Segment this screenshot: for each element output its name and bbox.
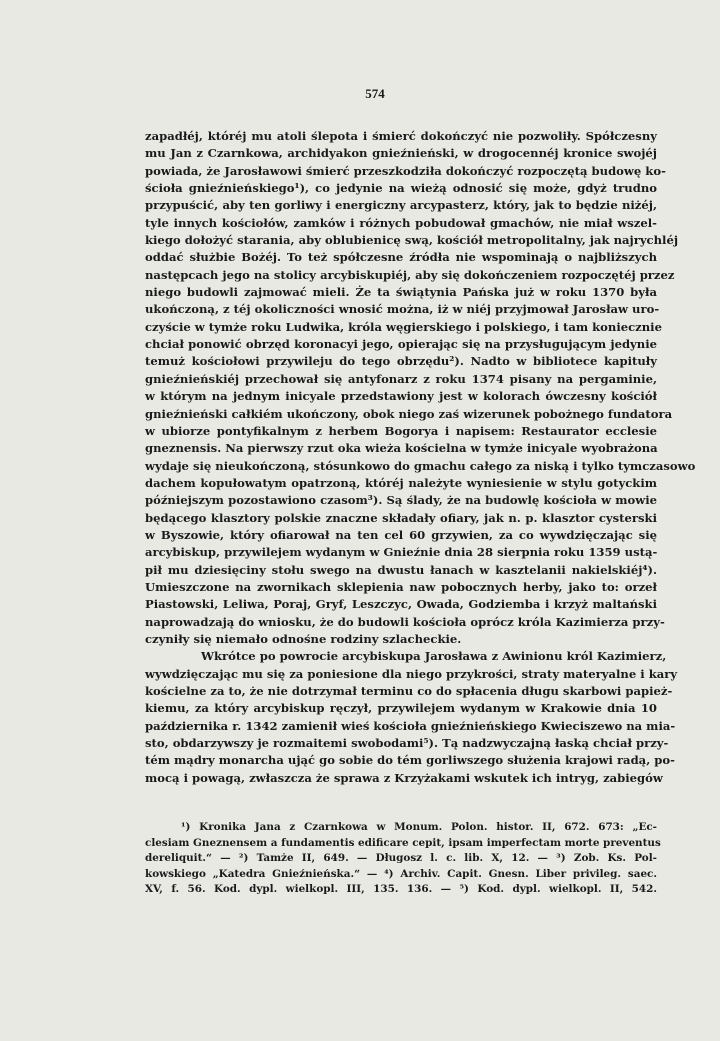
text-line: czyście w tymże roku Ludwika, króla węgierskiego i polskiego, i tam koniecznie	[145, 319, 662, 334]
text-line: następcach jego na stolicy arcybiskupiéj, aby się dokończeniem rozpoczętéj przez	[145, 267, 675, 282]
text-line: chciał ponowić obrzęd koronacyi jego, opierając się na przysługującym jedynie	[145, 337, 657, 352]
text-line: w którym na jednym inicyale przedstawiony jest w kolorach ówczesny kościół	[145, 389, 657, 404]
text-line: Umieszczone na zwornikach sklepienia naw pobocznych herby, jako to: orzeł	[145, 579, 657, 594]
text-line: tyle innych kościołów, zamków i różnych pobudował gmachów, nie miał wszel-	[145, 215, 657, 230]
text-line: oddać służbie Bożéj. To też spółczesne źródła nie wspominają o najbliższych	[145, 250, 657, 265]
footnote-line: kowskiego „Katedra Gnieźnieńska.“ — ⁴) Archiv. Capit. Gnesn. Liber privileg. saec.	[145, 867, 657, 880]
text-line: wydaje się nieukończoną, stósunkowo do gmachu całego za niską i tylko tymczasowo	[145, 458, 696, 473]
text-line: mocą i powagą, zwłaszcza że sprawa z Krzyżakami wskutek ich intryg, zabiegów	[145, 770, 663, 785]
text-line: będącego klasztory polskie znaczne składały ofiary, jak n. p. klasztor cysterski	[145, 510, 657, 525]
body-text	[145, 128, 696, 787]
text-line: sto, obdarzywszy je rozmaitemi swobodami⁵). Tą nadzwyczajną łaską chciał przy-	[145, 736, 669, 751]
text-line: wywdzięczając mu się za poniesione dla niego przykrości, straty materyalne i kary	[145, 666, 678, 681]
text-line: gnieźnieński całkiém ukończony, obok niego zaś wizerunek pobożnego fundatora	[145, 406, 673, 421]
text-line: gneznensis. Na pierwszy rzut oka wieża kościelna w tymże inicyale wyobrażona	[145, 441, 658, 456]
text-line: gnieźnieńskiéj przechował się antyfonarz z roku 1374 pisany na pergaminie,	[145, 371, 657, 386]
footnotes	[145, 820, 661, 898]
text-line: kiemu, za który arcybiskup ręczył, przywilejem wydanym w Krakowie dnia 10	[145, 701, 657, 716]
text-line: Piastowski, Leliwa, Poraj, Gryf, Leszczyc, Owada, Godziemba i krzyż maltański	[145, 597, 657, 612]
text-line: czyniły się niemało odnośne rodziny szlacheckie.	[145, 631, 462, 646]
footnote-line: dereliquit.“ — ²) Tamże II, 649. — Długosz l. c. lib. X, 12. — ³) Zob. Ks. Pol-	[145, 852, 657, 864]
paragraph-1	[145, 128, 696, 648]
page-number: 574	[365, 86, 385, 101]
text-line: przypuścić, aby ten gorliwy i energiczny arcypasterz, który, jak to będzie niżéj,	[145, 198, 657, 213]
text-line: ukończoną, z téj okoliczności wnosić można, iż w niéj przyjmował Jarosław uro-	[145, 302, 660, 317]
text-line: kiego dołożyć starania, aby oblubienicę swą, kościół metropolitalny, jak najrychléj	[145, 233, 679, 248]
text-line: temuż kościołowi przywileju do tego obrzędu²). Nadto w bibliotece kapituły	[145, 354, 657, 369]
footnote-line: XV, f. 56. Kod. dypl. wielkopl. III, 135. 136. — ⁵) Kod. dypl. wielkopl. II, 542.	[145, 883, 657, 895]
text-line: późniejszym pozostawiono czasom³). Są ślady, że na budowlę kościoła w mowie	[145, 493, 657, 508]
text-line: dachem kopułowatym opatrzoną, któréj należyte wyniesienie w stylu gotyckim	[145, 475, 657, 490]
text-line: niego budowli zajmować mieli. Że ta świątynia Pańska już w roku 1370 była	[145, 285, 657, 300]
text-line: powiada, że Jarosławowi śmierć przeszkodziła dokończyć rozpoczętą budowę ko-	[145, 163, 666, 178]
footnote-line: clesiam Gneznensem a fundamentis edificare cepit, ipsam imperfectam morte preventus	[145, 836, 661, 849]
text-line: ścioła gnieźnieńskiego¹), co jedynie na wieżą odnosić się może, gdyż trudno	[145, 181, 657, 196]
text-line: w Byszowie, który ofiarował na ten cel 60 grzywien, za co wywdzięczając się	[145, 527, 657, 542]
text-line: pił mu dziesięciny stołu swego na dwustu łanach w kasztelanii nakielskiéj⁴).	[145, 562, 657, 577]
text-line: naprowadzają do wniosku, że do budowli kościoła oprócz króla Kazimierza przy-	[145, 614, 665, 629]
text-line: października r. 1342 zamienił wieś kościoła gnieźnieńskiego Kwieciszewo na mia-	[145, 718, 676, 733]
text-line: zapadłéj, któréj mu atoli ślepota i śmierć dokończyć nie pozwoliły. Spółczesny	[145, 129, 657, 143]
text-line: mu Jan z Czarnkowa, archidyakon gnieźnieński, w drogocennéj kronice swojéj	[145, 146, 657, 161]
text-line: w ubiorze pontyfikalnym z herbem Bogorya i napisem: Restaurator ecclesie	[145, 423, 657, 438]
footnote-line: ¹) Kronika Jana z Czarnkowa w Monum. Polon. histor. II, 672. 673: „Ec-	[181, 821, 657, 833]
text-line: arcybiskup, przywilejem wydanym w Gnieźnie dnia 28 sierpnia roku 1359 ustą-	[145, 545, 658, 560]
text-line: kościelne za to, że nie dotrzymał terminu co do spłacenia długu skarbowi papież-	[145, 684, 673, 698]
paragraph-2	[145, 648, 678, 787]
text-line: Wkrótce po powrocie arcybiskupa Jarosława z Awinionu król Kazimierz,	[201, 649, 667, 664]
text-line: tém mądry monarcha ująć go sobie do tém gorliwszego służenia krajowi radą, po-	[145, 753, 675, 768]
